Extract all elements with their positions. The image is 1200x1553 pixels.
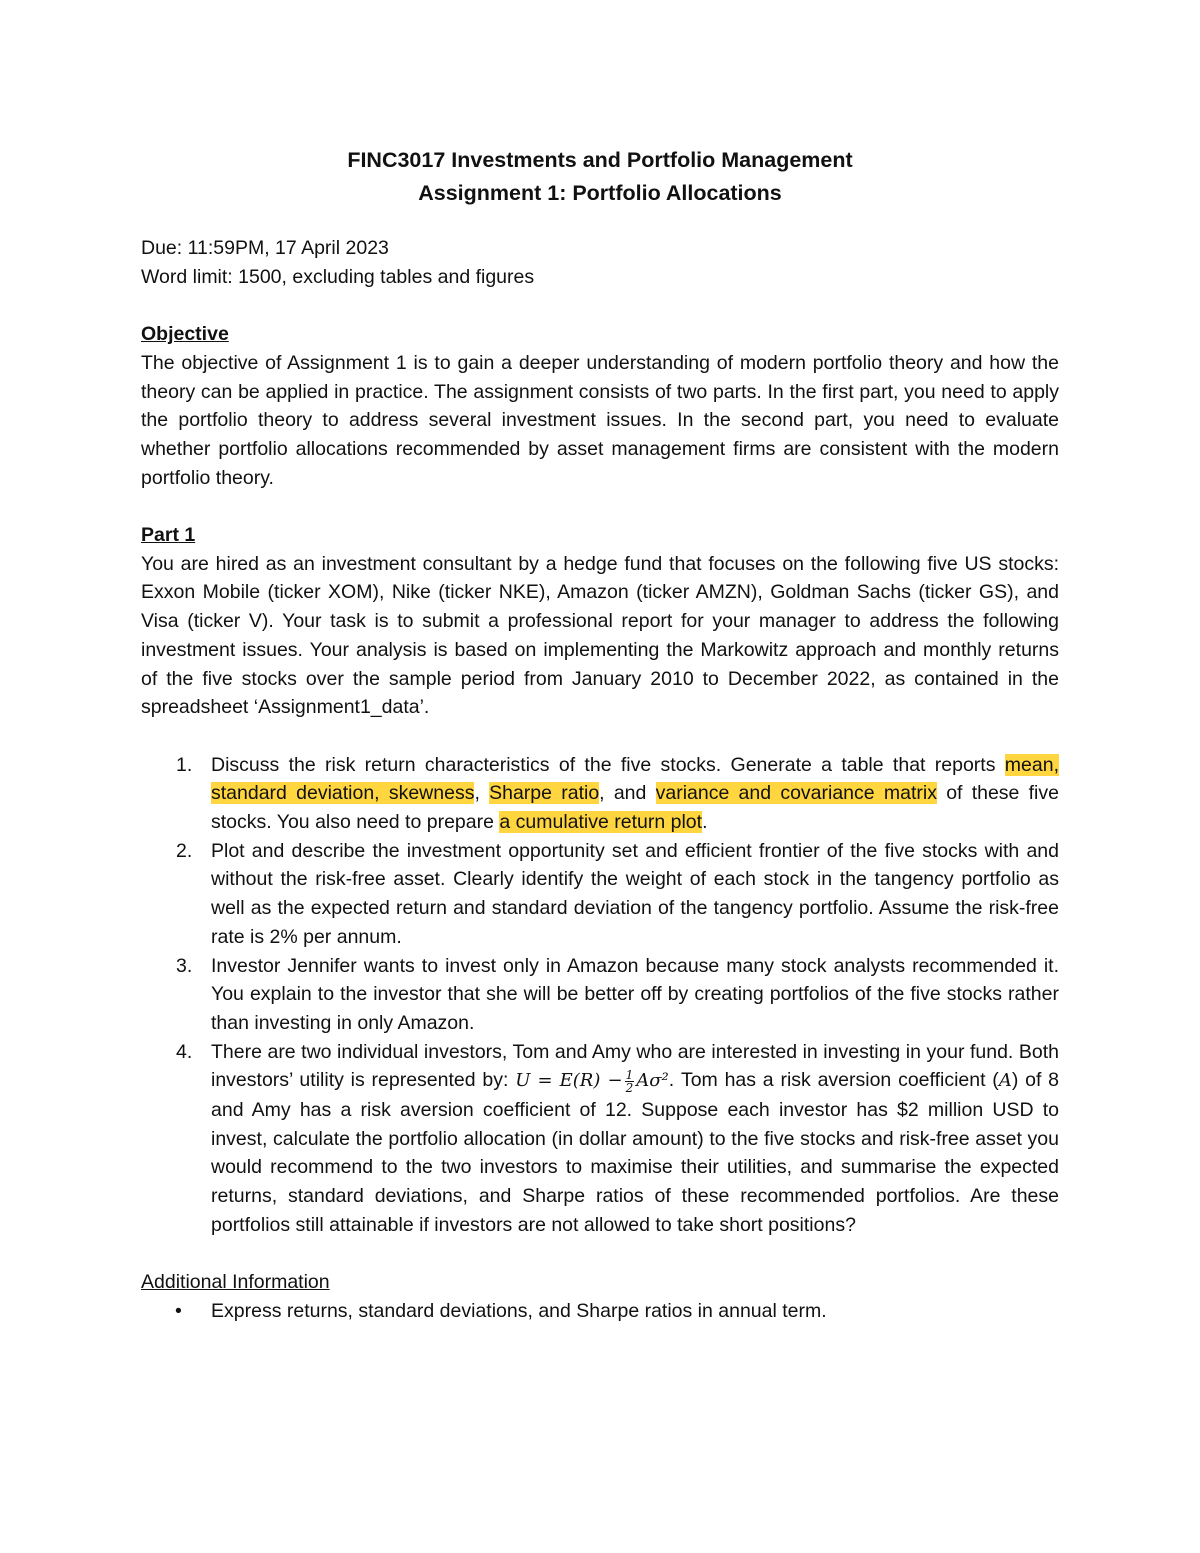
bullet-icon: • <box>175 1299 182 1322</box>
fraction-numerator: 1 <box>625 1067 634 1082</box>
question-text: , and <box>599 782 656 805</box>
additional-info-list <box>141 1297 1059 1326</box>
additional-info-text: Express returns, standard deviations, and Sharpe ratios in annual term. <box>211 1299 827 1322</box>
question-text: . <box>702 811 708 834</box>
question-item-3 <box>176 952 1059 1038</box>
question-item-2 <box>176 837 1059 952</box>
question-number: 4. <box>176 1040 193 1063</box>
course-title: FINC3017 Investments and Portfolio Management <box>347 148 853 172</box>
question-item-1 <box>176 751 1059 837</box>
spacer <box>141 492 1059 521</box>
question-text: . Tom has a risk aversion coefficient ( <box>668 1069 999 1092</box>
part1-section <box>141 521 1059 722</box>
highlight-sharpe-ratio: Sharpe ratio <box>489 782 600 805</box>
question-text: Discuss the risk return characteristics of the five stocks. Generate a table that reports <box>211 753 1005 776</box>
objective-body: The objective of Assignment 1 is to gain a deeper understanding of modern portfolio theory and how the theory can be applied in practice. The assignment consists of two parts. In the first part, you need to apply the portfolio theory to address several investment issues. In the second part, you need to evaluate whether portfolio allocations recommended by asset management firms are consistent with the modern portfolio theory. <box>141 351 1059 489</box>
assignment-meta <box>141 234 1059 291</box>
objective-heading: Objective <box>141 323 229 346</box>
question-text: Investor Jennifer wants to invest only in Amazon because many stock analysts recommended it. You explain to the investor that she will be better off by creating portfolios of the five stocks rather than investing in only Amazon. <box>211 954 1059 1034</box>
highlight-cumulative-return-plot: a cumulative return plot <box>499 811 703 834</box>
question-text: Plot and describe the investment opportunity set and efficient frontier of the five stocks with and without the risk-free asset. Clearly identify the weight of each stock in the tangency portfolio as well as the expected return and standard deviation of the tangency portfolio. Assume the risk-free rate is 2% per annum. <box>211 839 1059 948</box>
question-text: , <box>474 782 490 805</box>
part1-heading: Part 1 <box>141 524 196 546</box>
question-text: There are two individual investors, Tom and Amy who are interested in investing in your fund. Both investors’ utility is represented by: <box>211 1040 1059 1092</box>
word-limit: Word limit: 1500, excluding tables and figures <box>141 265 535 288</box>
question-number: 2. <box>176 839 193 862</box>
part1-body: You are hired as an investment consultant by a hedge fund that focuses on the following five US stocks: Exxon Mobile (ticker XOM), Nike (ticker NKE), Amazon (ticker AMZN), Goldman Sachs (ticker GS), and Visa (ticker V). Your task is to submit a professional report for your manager to address the following investment issues. Your analysis is based on implementing the Markowitz approach and monthly returns of the five stocks over the sample period from January 2010 to December 2022, as contained in the spreadsheet ‘Assignment1_data’. <box>141 552 1059 719</box>
list-item <box>175 1297 1059 1326</box>
coefficient-symbol: A <box>998 1070 1012 1092</box>
equation-left: U = E(R) − <box>515 1070 623 1092</box>
highlight-covariance-matrix: variance and covariance matrix <box>655 782 937 805</box>
spacer <box>141 1240 1059 1269</box>
question-text: ) of 8 and Amy has a risk aversion coefficient of 12. Suppose each investor has $2 million USD to invest, calculate the portfolio allocation (in dollar amount) to the five stocks and risk-free asset you would recommend to the two investors to maximise their utilities, and summarise the expected returns, standard deviations, and Sharpe ratios of these recommended portfolios. Are these portfolios still attainable if investors are not allowed to take short positions? <box>211 1069 1060 1236</box>
additional-info-section <box>141 1268 1059 1325</box>
equation-fraction <box>625 1069 635 1094</box>
fraction-denominator: 2 <box>625 1080 634 1095</box>
spacer <box>141 722 1059 751</box>
utility-equation <box>515 1067 669 1095</box>
document-title <box>141 144 1059 210</box>
highlight-mean-sd-skewness: mean, standard deviation, skewness <box>211 753 1059 805</box>
due-date: Due: 11:59PM, 17 April 2023 <box>141 237 389 259</box>
question-text: of these five stocks. You also need to prepare <box>211 782 1059 834</box>
additional-info-heading: Additional Information <box>141 1271 330 1294</box>
equation-right: Aσ² <box>636 1070 669 1092</box>
assignment-title: Assignment 1: Portfolio Allocations <box>418 181 782 205</box>
question-list <box>141 751 1059 1240</box>
question-number: 1. <box>176 753 193 776</box>
question-number: 3. <box>176 954 193 977</box>
question-item-4 <box>176 1038 1060 1240</box>
spacer <box>141 291 1059 320</box>
objective-section <box>141 320 1059 492</box>
